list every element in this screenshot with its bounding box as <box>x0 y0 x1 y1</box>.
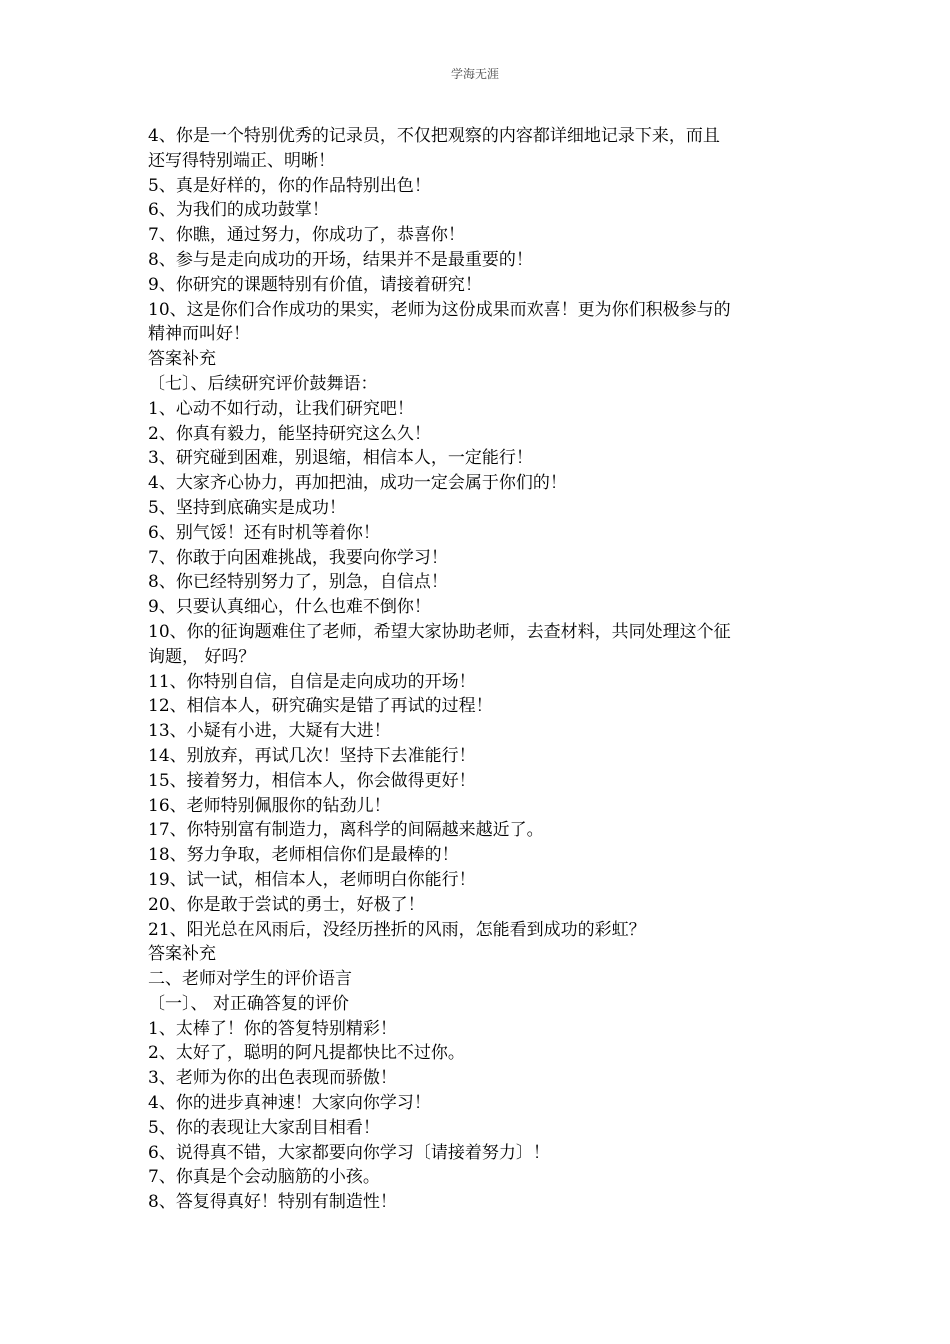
page-header: 学海无涯 <box>450 67 499 81</box>
text-line: 6、别气馁！还有时机等着你！ <box>148 522 380 543</box>
text-line: 13、小疑有小进，大疑有大进！ <box>148 721 391 742</box>
text-line: 21、阳光总在风雨后，没经历挫折的风雨，怎能看到成功的彩虹？ <box>148 919 646 940</box>
text-line: 3、研究碰到困难，别退缩，相信本人，一定能行！ <box>148 448 533 469</box>
document-body <box>148 124 808 1215</box>
text-line: 11、你特别自信，自信是走向成功的开场！ <box>148 671 476 692</box>
text-line: 5、坚持到底确实是成功！ <box>148 497 346 518</box>
text-line: 19、试一试，相信本人，老师明白你能行！ <box>148 869 476 890</box>
text-line: 10、这是你们合作成功的果实，老师为这份成果而欢喜！更为你们积极参与的 <box>148 299 731 320</box>
text-line: 询题， 好吗？ <box>148 646 256 667</box>
text-line: 1、心动不如行动，让我们研究吧！ <box>148 398 414 419</box>
text-line: 9、你研究的课题特别有价值，请接着研究！ <box>148 274 482 295</box>
text-line: 1、太棒了！你的答复特别精彩！ <box>148 1018 397 1039</box>
text-line: 12、相信本人，研究确实是错了再试的过程！ <box>148 696 493 717</box>
text-line: 二、老师对学生的评价语言 <box>148 969 352 990</box>
text-line: 2、太好了，聪明的阿凡提都快比不过你。 <box>148 1043 465 1064</box>
text-line: 4、你的进步真神速！大家向你学习！ <box>148 1093 431 1114</box>
text-line: 15、接着努力，相信本人，你会做得更好！ <box>148 770 476 791</box>
text-line: 〔一〕、 对正确答复的评价 <box>148 993 349 1014</box>
text-line: 〔七〕、后续研究评价鼓舞语： <box>148 373 378 394</box>
text-line: 答案补充 <box>148 944 216 965</box>
text-line: 6、为我们的成功鼓掌！ <box>148 200 329 221</box>
text-line: 8、你已经特别努力了，别急，自信点！ <box>148 572 448 593</box>
text-line: 5、你的表现让大家刮目相看！ <box>148 1117 380 1138</box>
text-line: 5、真是好样的，你的作品特别出色！ <box>148 175 431 196</box>
text-line: 4、你是一个特别优秀的记录员，不仅把观察的内容都详细地记录下来，而且 <box>148 126 720 146</box>
text-line: 17、你特别富有制造力，离科学的间隔越来越近了。 <box>148 820 544 841</box>
text-line: 2、你真有毅力，能坚持研究这么久！ <box>148 423 431 444</box>
text-line: 7、你敢于向困难挑战，我要向你学习！ <box>148 547 448 568</box>
text-line: 精神而叫好！ <box>148 324 250 345</box>
text-line: 8、答复得真好！特别有制造性！ <box>148 1192 397 1213</box>
text-line: 14、别放弃，再试几次！坚持下去准能行！ <box>148 745 476 766</box>
text-line: 7、你瞧，通过努力，你成功了，恭喜你！ <box>148 225 465 246</box>
text-line: 答案补充 <box>148 349 216 370</box>
text-line: 18、努力争取，老师相信你们是最棒的！ <box>148 845 459 866</box>
text-line: 10、你的征询题难住了老师，希望大家协助老师，去查材料，共同处理这个征 <box>148 621 731 642</box>
text-line: 3、老师为你的出色表现而骄傲！ <box>148 1068 397 1089</box>
text-line: 6、说得真不错，大家都要向你学习〔请接着努力〕！ <box>148 1142 550 1163</box>
text-line: 20、你是敢于尝试的勇士，好极了！ <box>148 894 425 915</box>
text-line: 8、参与是走向成功的开场，结果并不是最重要的！ <box>148 249 533 270</box>
text-line: 9、只要认真细心，什么也难不倒你！ <box>148 597 431 618</box>
text-line: 还写得特别端正、明晰！ <box>148 150 335 171</box>
text-line: 4、大家齐心协力，再加把油，成功一定会属于你们的！ <box>148 473 567 494</box>
text-line: 16、老师特别佩服你的钻劲儿！ <box>148 795 391 816</box>
text-line: 7、你真是个会动脑筋的小孩。 <box>148 1167 380 1188</box>
